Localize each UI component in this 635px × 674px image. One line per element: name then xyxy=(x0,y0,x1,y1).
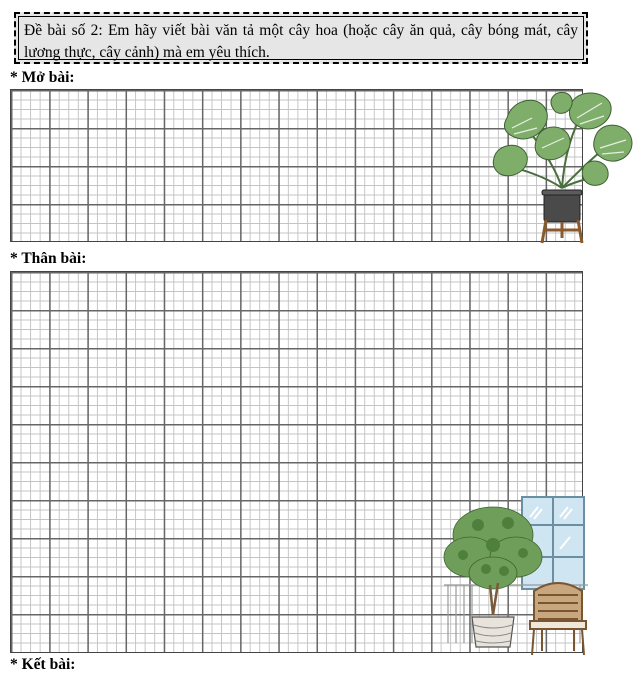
assignment-prompt-text: Đề bài số 2: Em hãy viết bài văn tả một cây hoa (hoặc cây ăn quả, cây bóng mát, cây lương thực, cây cảnh) mà em yêu thích. xyxy=(24,22,578,61)
assignment-prompt-box xyxy=(14,12,588,64)
section-heading-mo-bai: * Mở bài: xyxy=(10,69,75,86)
window-tree-and-rattan-chair-icon xyxy=(438,495,588,657)
section-heading-ket-bai: * Kết bài: xyxy=(10,656,76,673)
section-heading-than-bai: * Thân bài: xyxy=(10,250,87,267)
monstera-plant-in-pot-icon xyxy=(492,88,634,246)
